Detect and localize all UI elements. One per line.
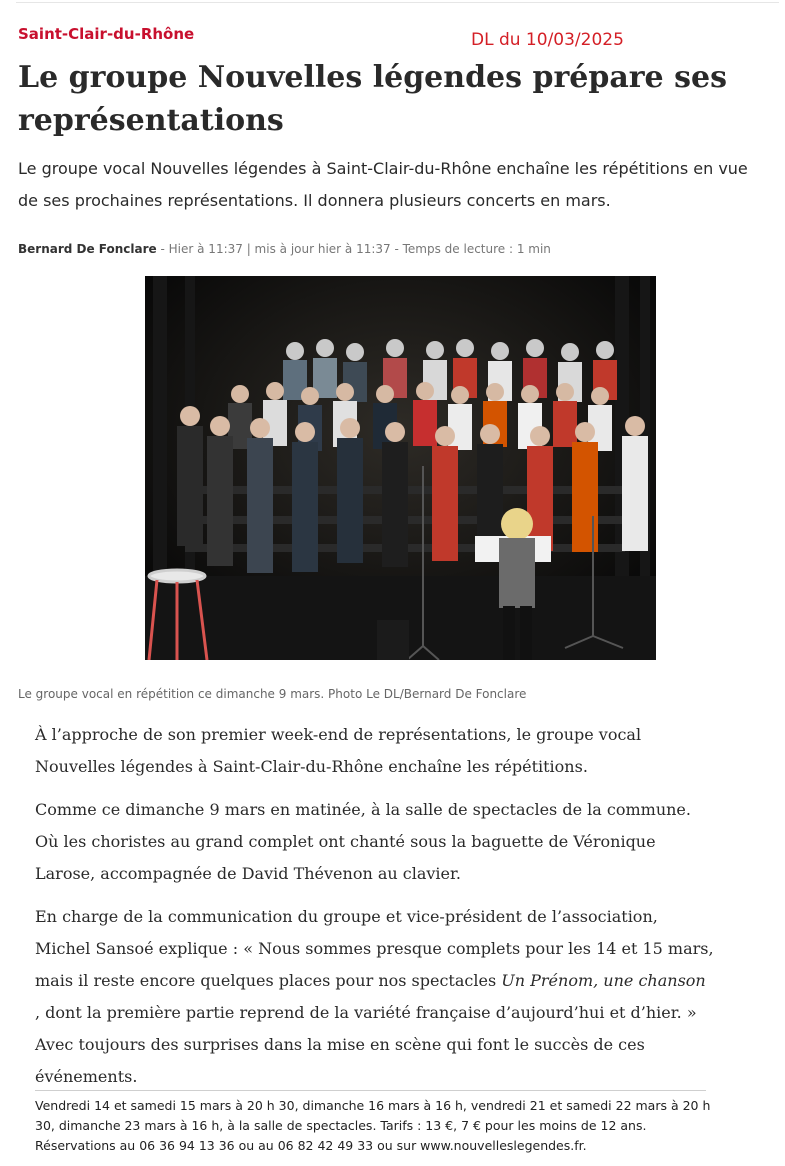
headline: Le groupe Nouvelles légendes prépare ses représentations xyxy=(18,60,727,138)
practical-info: Vendredi 14 et samedi 15 mars à 20 h 30, dimanche 16 mars à 16 h, vendredi 21 et samedi 22 mars à 20 h 30, dimanche 23 mars à 16 h, à la salle de spectacles. Tarifs : 13 €, 7 € pour les moins de 12 ans. Réservations au 06 36 94 13 36 ou au 06 82 42 49 33 ou sur www.nouvelleslegendes.fr. xyxy=(35,1098,711,1153)
body-paragraph xyxy=(35,901,715,1093)
byline xyxy=(18,242,551,256)
photo-caption: Le groupe vocal en répétition ce dimanche 9 mars. Photo Le DL/Bernard De Fonclare xyxy=(18,687,527,701)
top-divider xyxy=(16,2,779,3)
body-paragraph: À l’approche de son premier week-end de représentations, le groupe vocal Nouvelles légendes à Saint-Clair-du-Rhône enchaîne les répétitions. xyxy=(35,725,642,776)
byline-meta: - Hier à 11:37 | mis à jour hier à 11:37 - Temps de lecture : 1 min xyxy=(156,242,551,256)
stage-monitor xyxy=(377,620,409,660)
choir-rehearsal-photo xyxy=(145,276,656,660)
show-title: Un Prénom, une chanson xyxy=(501,971,706,990)
date-stamp: DL du 10/03/2025 xyxy=(471,30,624,50)
lead-paragraph: Le groupe vocal Nouvelles légendes à Saint-Clair-du-Rhône enchaîne les répétitions en vue de ses prochaines représentations. Il donnera plusieurs concerts en mars. xyxy=(18,159,748,210)
quote-text: , dont la première partie reprend de la variété française d’aujourd’hui et d’hier. » Avec toujours des surprises dans la mise en scène qui font le succès de ces événements. xyxy=(35,1003,697,1086)
author-name[interactable]: Bernard De Fonclare xyxy=(18,242,157,256)
info-divider xyxy=(35,1090,706,1091)
section-label[interactable]: Saint-Clair-du-Rhône xyxy=(18,25,195,43)
quote-text: En charge de la communication du groupe et vice-président de l’association, Michel Sansoé explique : « Nous sommes presque complets pour les 14 et 15 mars, mais il reste encore quelques places pour nos spectacles xyxy=(35,907,714,990)
body-paragraph: Comme ce dimanche 9 mars en matinée, à la salle de spectacles de la commune. Où les choristes au grand complet ont chanté sous la baguette de Véronique Larose, accompagnée de David Thévenon au clavier. xyxy=(35,800,691,883)
